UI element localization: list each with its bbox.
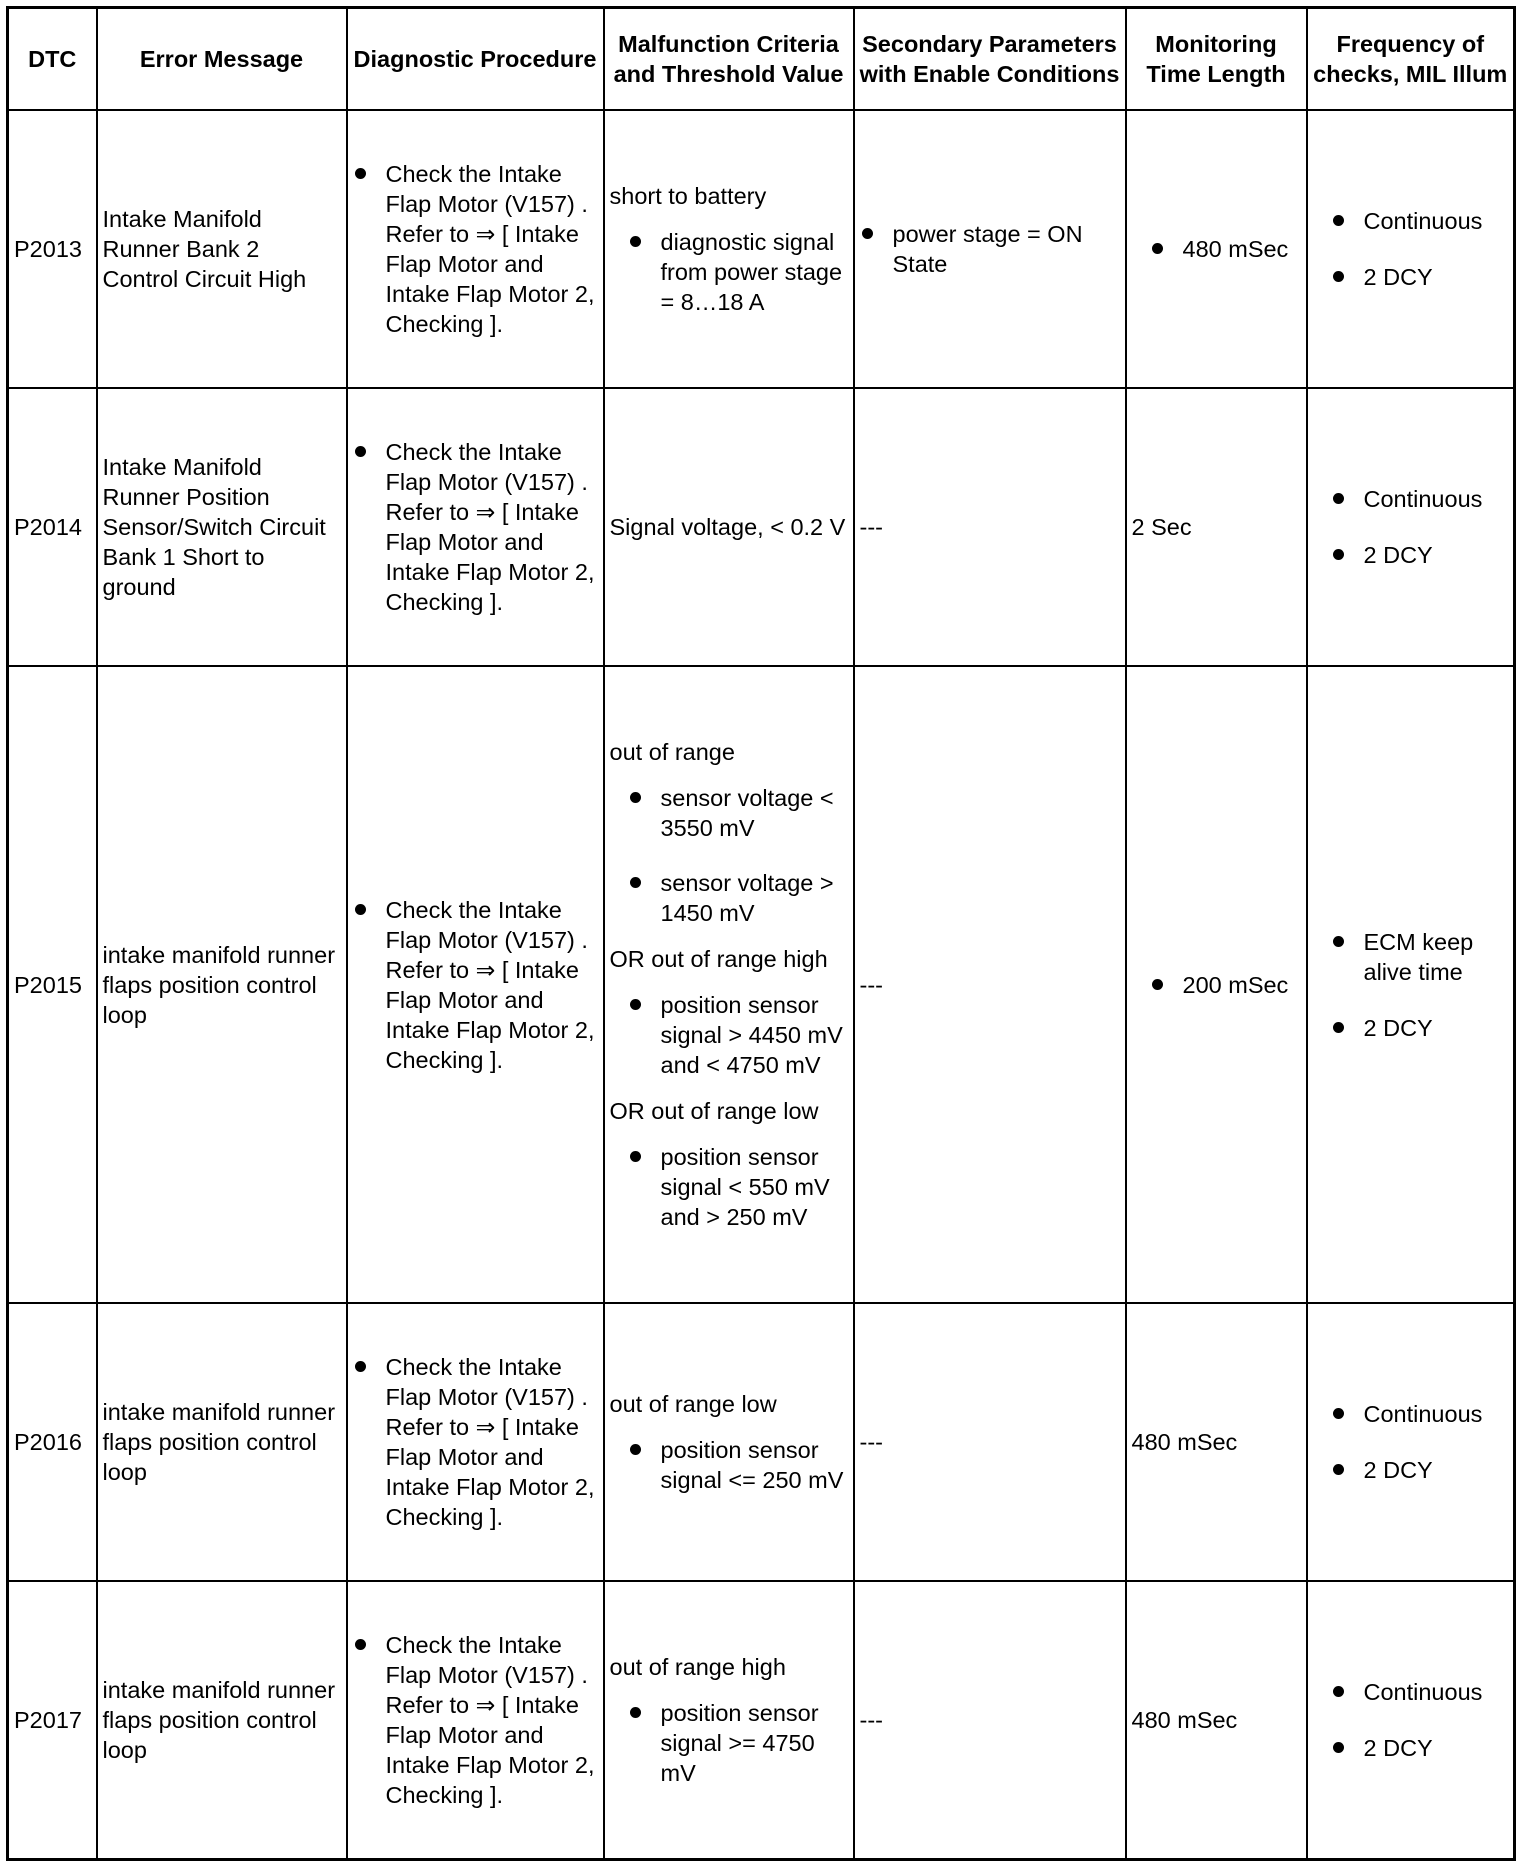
criteria-item: diagnostic signal from power stage = 8…18 A [628,227,848,317]
dtc-code: P2014 [8,388,97,666]
header-secondary-parameters: Secondary Parameters with Enable Conditions [854,8,1126,111]
criteria-intro: short to battery [609,183,767,209]
diagnostic-item: Check the Intake Flap Motor (V157) . Refer to ⇒ [ Intake Flap Motor and Intake Flap Motor 2, Checking ]. [353,1352,598,1532]
diagnostic-procedure [347,666,604,1303]
diagnostic-item: Check the Intake Flap Motor (V157) . Refer to ⇒ [ Intake Flap Motor and Intake Flap Motor 2, Checking ]. [353,159,598,339]
diagnostic-procedure [347,110,604,388]
error-message: Intake Manifold Runner Bank 2 Control Circuit High [97,110,347,388]
diagnostic-item: Check the Intake Flap Motor (V157) . Refer to ⇒ [ Intake Flap Motor and Intake Flap Motor 2, Checking ]. [353,437,598,617]
frequency-item: 2 DCY [1331,1455,1509,1485]
criteria-item: position sensor signal > 4450 mV and < 4750 mV [628,990,848,1080]
error-message: Intake Manifold Runner Position Sensor/Switch Circuit Bank 1 Short to ground [97,388,347,666]
dtc-table [6,6,1516,1861]
table-row [8,110,1515,388]
secondary-parameters: --- [854,1303,1126,1581]
malfunction-criteria: Signal voltage, < 0.2 V [604,388,854,666]
dtc-code: P2017 [8,1581,97,1859]
malfunction-criteria [604,666,854,1303]
monitoring-item: 200 mSec [1150,970,1301,1000]
diagnostic-procedure [347,388,604,666]
header-error-message: Error Message [97,8,347,111]
monitoring-time: 480 mSec [1126,1303,1307,1581]
secondary-parameters: --- [854,388,1126,666]
diagnostic-item: Check the Intake Flap Motor (V157) . Refer to ⇒ [ Intake Flap Motor and Intake Flap Motor 2, Checking ]. [353,895,598,1075]
header-dtc: DTC [8,8,97,111]
dtc-code: P2016 [8,1303,97,1581]
header-diagnostic-procedure: Diagnostic Procedure [347,8,604,111]
malfunction-criteria [604,1581,854,1859]
criteria-item: position sensor signal < 550 mV and > 250 mV [628,1142,848,1232]
diagnostic-procedure [347,1303,604,1581]
frequency-item: 2 DCY [1331,1733,1509,1763]
frequency [1307,1303,1515,1581]
table-row [8,1303,1515,1581]
frequency-item: Continuous [1331,484,1509,514]
frequency [1307,110,1515,388]
frequency-item: 2 DCY [1331,540,1509,570]
error-message: intake manifold runner flaps position control loop [97,1581,347,1859]
header-malfunction-criteria: Malfunction Criteria and Threshold Value [604,8,854,111]
criteria-intro: out of range low [609,1391,777,1417]
frequency [1307,1581,1515,1859]
table-row [8,388,1515,666]
malfunction-criteria [604,1303,854,1581]
frequency [1307,666,1515,1303]
table-row [8,1581,1515,1859]
monitoring-time: 480 mSec [1126,1581,1307,1859]
frequency-item: 2 DCY [1331,262,1509,292]
malfunction-criteria [604,110,854,388]
criteria-item: position sensor signal <= 250 mV [628,1435,848,1495]
frequency-item: Continuous [1331,206,1509,236]
frequency-item: 2 DCY [1331,1013,1509,1043]
dtc-code: P2015 [8,666,97,1303]
secondary-item: power stage = ON State [860,219,1120,279]
header-frequency: Frequency of checks, MIL Illum [1307,8,1515,111]
secondary-parameters [854,110,1126,388]
criteria-intro: out of range [609,739,735,765]
secondary-parameters: --- [854,1581,1126,1859]
criteria-item: position sensor signal >= 4750 mV [628,1698,848,1788]
criteria-intro: OR out of range high [609,946,828,972]
header-monitoring-time: Monitoring Time Length [1126,8,1307,111]
monitoring-time [1126,666,1307,1303]
frequency-item: ECM keep alive time [1331,927,1509,987]
monitoring-item: 480 mSec [1150,234,1301,264]
header-row [8,8,1515,111]
criteria-intro: out of range high [609,1653,786,1680]
dtc-code: P2013 [8,110,97,388]
error-message: intake manifold runner flaps position control loop [97,666,347,1303]
monitoring-time: 2 Sec [1126,388,1307,666]
criteria-item: sensor voltage < 3550 mV [628,783,848,843]
secondary-parameters: --- [854,666,1126,1303]
criteria-item: sensor voltage > 1450 mV [628,868,848,928]
diagnostic-procedure [347,1581,604,1859]
frequency [1307,388,1515,666]
frequency-item: Continuous [1331,1677,1509,1707]
frequency-item: Continuous [1331,1399,1509,1429]
criteria-intro: OR out of range low [609,1098,819,1124]
diagnostic-item: Check the Intake Flap Motor (V157) . Refer to ⇒ [ Intake Flap Motor and Intake Flap Motor 2, Checking ]. [353,1630,598,1810]
error-message: intake manifold runner flaps position control loop [97,1303,347,1581]
monitoring-time [1126,110,1307,388]
table-row [8,666,1515,1303]
